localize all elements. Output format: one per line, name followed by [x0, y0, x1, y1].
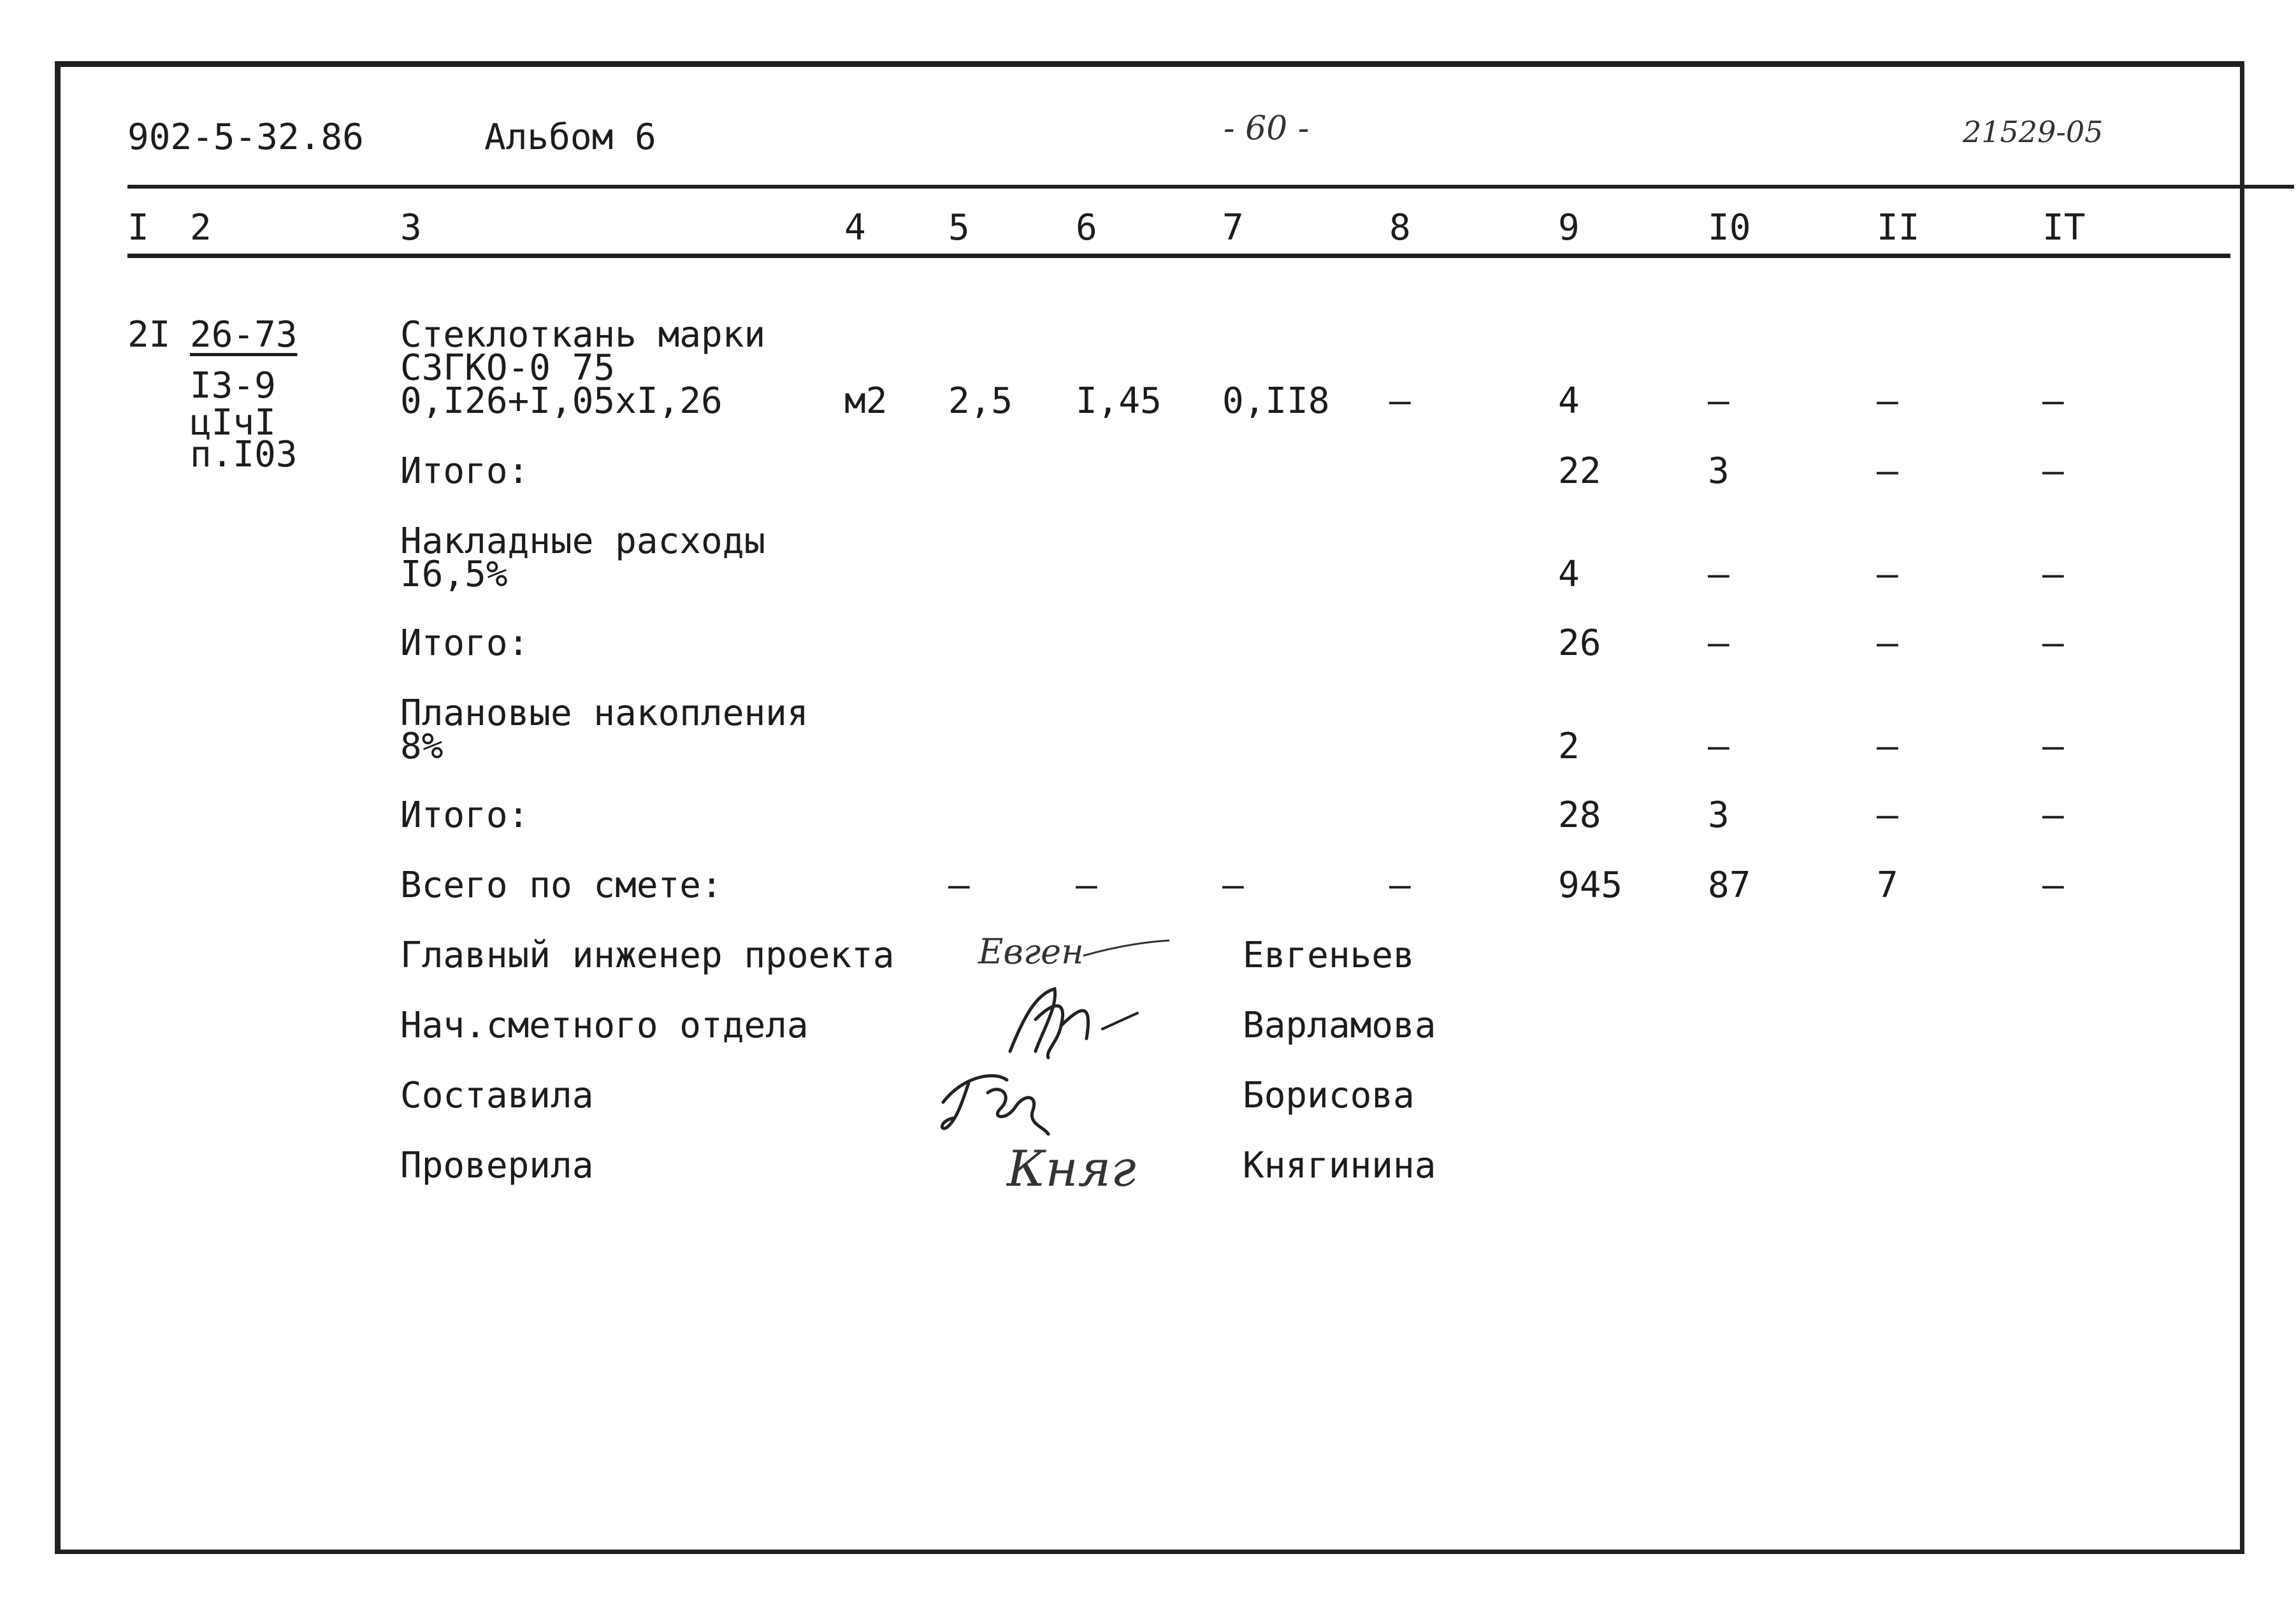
entry-unit: м2 [844, 380, 888, 422]
signature-name: Евгеньев [1243, 935, 1415, 976]
entry-ref: цIчI [190, 402, 276, 443]
handwritten-signature-flourish [1083, 937, 1173, 965]
table-cell: – [2042, 795, 2064, 836]
column-header: 8 [1389, 207, 1411, 248]
row-label: Итого: [400, 795, 530, 836]
table-cell: 3 [1708, 795, 1729, 836]
table-cell: 28 [1558, 795, 1601, 836]
handwritten-signature: Евген [978, 932, 1084, 972]
column-header: 9 [1558, 207, 1580, 248]
table-cell: – [1708, 380, 1729, 422]
entry-ref: I3-9 [190, 365, 276, 407]
table-cell: – [1076, 865, 1097, 906]
page-number: - 60 - [1224, 110, 1310, 148]
table-cell: 2,5 [948, 380, 1013, 422]
column-header: II [1877, 207, 1920, 248]
table-cell: – [1222, 865, 1244, 906]
table-cell: 87 [1708, 865, 1751, 906]
signature-name: Борисова [1243, 1075, 1415, 1116]
table-cell: – [2042, 622, 2064, 664]
table-cell: 945 [1558, 865, 1623, 906]
signature-role: Нач.сметного отдела [400, 1005, 809, 1046]
table-cell: – [1877, 622, 1898, 664]
signature-name: Варламова [1243, 1005, 1436, 1046]
table-cell: 0,II8 [1222, 380, 1330, 422]
table-cell: – [1877, 554, 1898, 595]
handwritten-signature [937, 1058, 1077, 1143]
column-header: I [127, 207, 149, 248]
table-cell: – [2042, 554, 2064, 595]
table-cell: – [1389, 380, 1411, 422]
column-header: 3 [400, 207, 422, 248]
page-frame [55, 61, 2244, 1554]
handwritten-signature [997, 981, 1150, 1067]
table-cell: – [2042, 726, 2064, 767]
signature-name: Княгинина [1243, 1145, 1436, 1186]
handwritten-signature: Княг [1007, 1140, 1136, 1198]
entry-description: СЗГКО-0 75 [400, 347, 616, 389]
header-rule [127, 185, 2294, 189]
column-header: I0 [1708, 207, 1751, 248]
table-cell: – [1877, 795, 1898, 836]
table-cell: – [1708, 726, 1729, 767]
entry-ref: 26-73 [190, 314, 298, 356]
signature-role: Проверила [400, 1145, 594, 1186]
entry-description: 0,I26+I,05xI,26 [400, 380, 723, 422]
signature-role: Главный инженер проекта [400, 935, 895, 976]
table-cell: – [2042, 450, 2064, 492]
entry-ref: п.I03 [190, 434, 298, 475]
column-header: 2 [190, 207, 212, 248]
album-label: Альбом 6 [484, 117, 656, 158]
table-cell: 26 [1558, 622, 1601, 664]
table-cell: – [948, 865, 970, 906]
signature-role: Составила [400, 1075, 594, 1116]
table-cell: – [1877, 726, 1898, 767]
row-label: I6,5% [400, 554, 508, 595]
table-cell: 4 [1558, 380, 1580, 422]
table-cell: – [1877, 450, 1898, 492]
column-header: IT [2042, 207, 2086, 248]
row-label: Итого: [400, 450, 530, 492]
row-label: Всего по смете: [400, 865, 723, 906]
table-cell: I,45 [1076, 380, 1162, 422]
column-header: 5 [948, 207, 970, 248]
doc-code: 21529-05 [1963, 115, 2104, 149]
column-header-rule [127, 254, 2230, 258]
entry-number: 2I [127, 314, 171, 356]
table-cell: – [1877, 380, 1898, 422]
entry-description: Стеклоткань марки [400, 314, 766, 356]
table-cell: 3 [1708, 450, 1729, 492]
row-label: Накладные расходы [400, 521, 766, 562]
table-cell: – [2042, 380, 2064, 422]
table-cell: – [2042, 865, 2064, 906]
table-cell: – [1708, 622, 1729, 664]
table-cell: 4 [1558, 554, 1580, 595]
row-label: 8% [400, 726, 444, 767]
doc-number: 902-5-32.86 [127, 117, 364, 158]
table-cell: – [1389, 865, 1411, 906]
table-cell: 22 [1558, 450, 1601, 492]
table-cell: 7 [1877, 865, 1898, 906]
column-header: 6 [1076, 207, 1097, 248]
table-cell: 2 [1558, 726, 1580, 767]
row-label: Итого: [400, 622, 530, 664]
column-header: 7 [1222, 207, 1244, 248]
table-cell: – [1708, 554, 1729, 595]
column-header: 4 [844, 207, 866, 248]
row-label: Плановые накопления [400, 693, 809, 734]
